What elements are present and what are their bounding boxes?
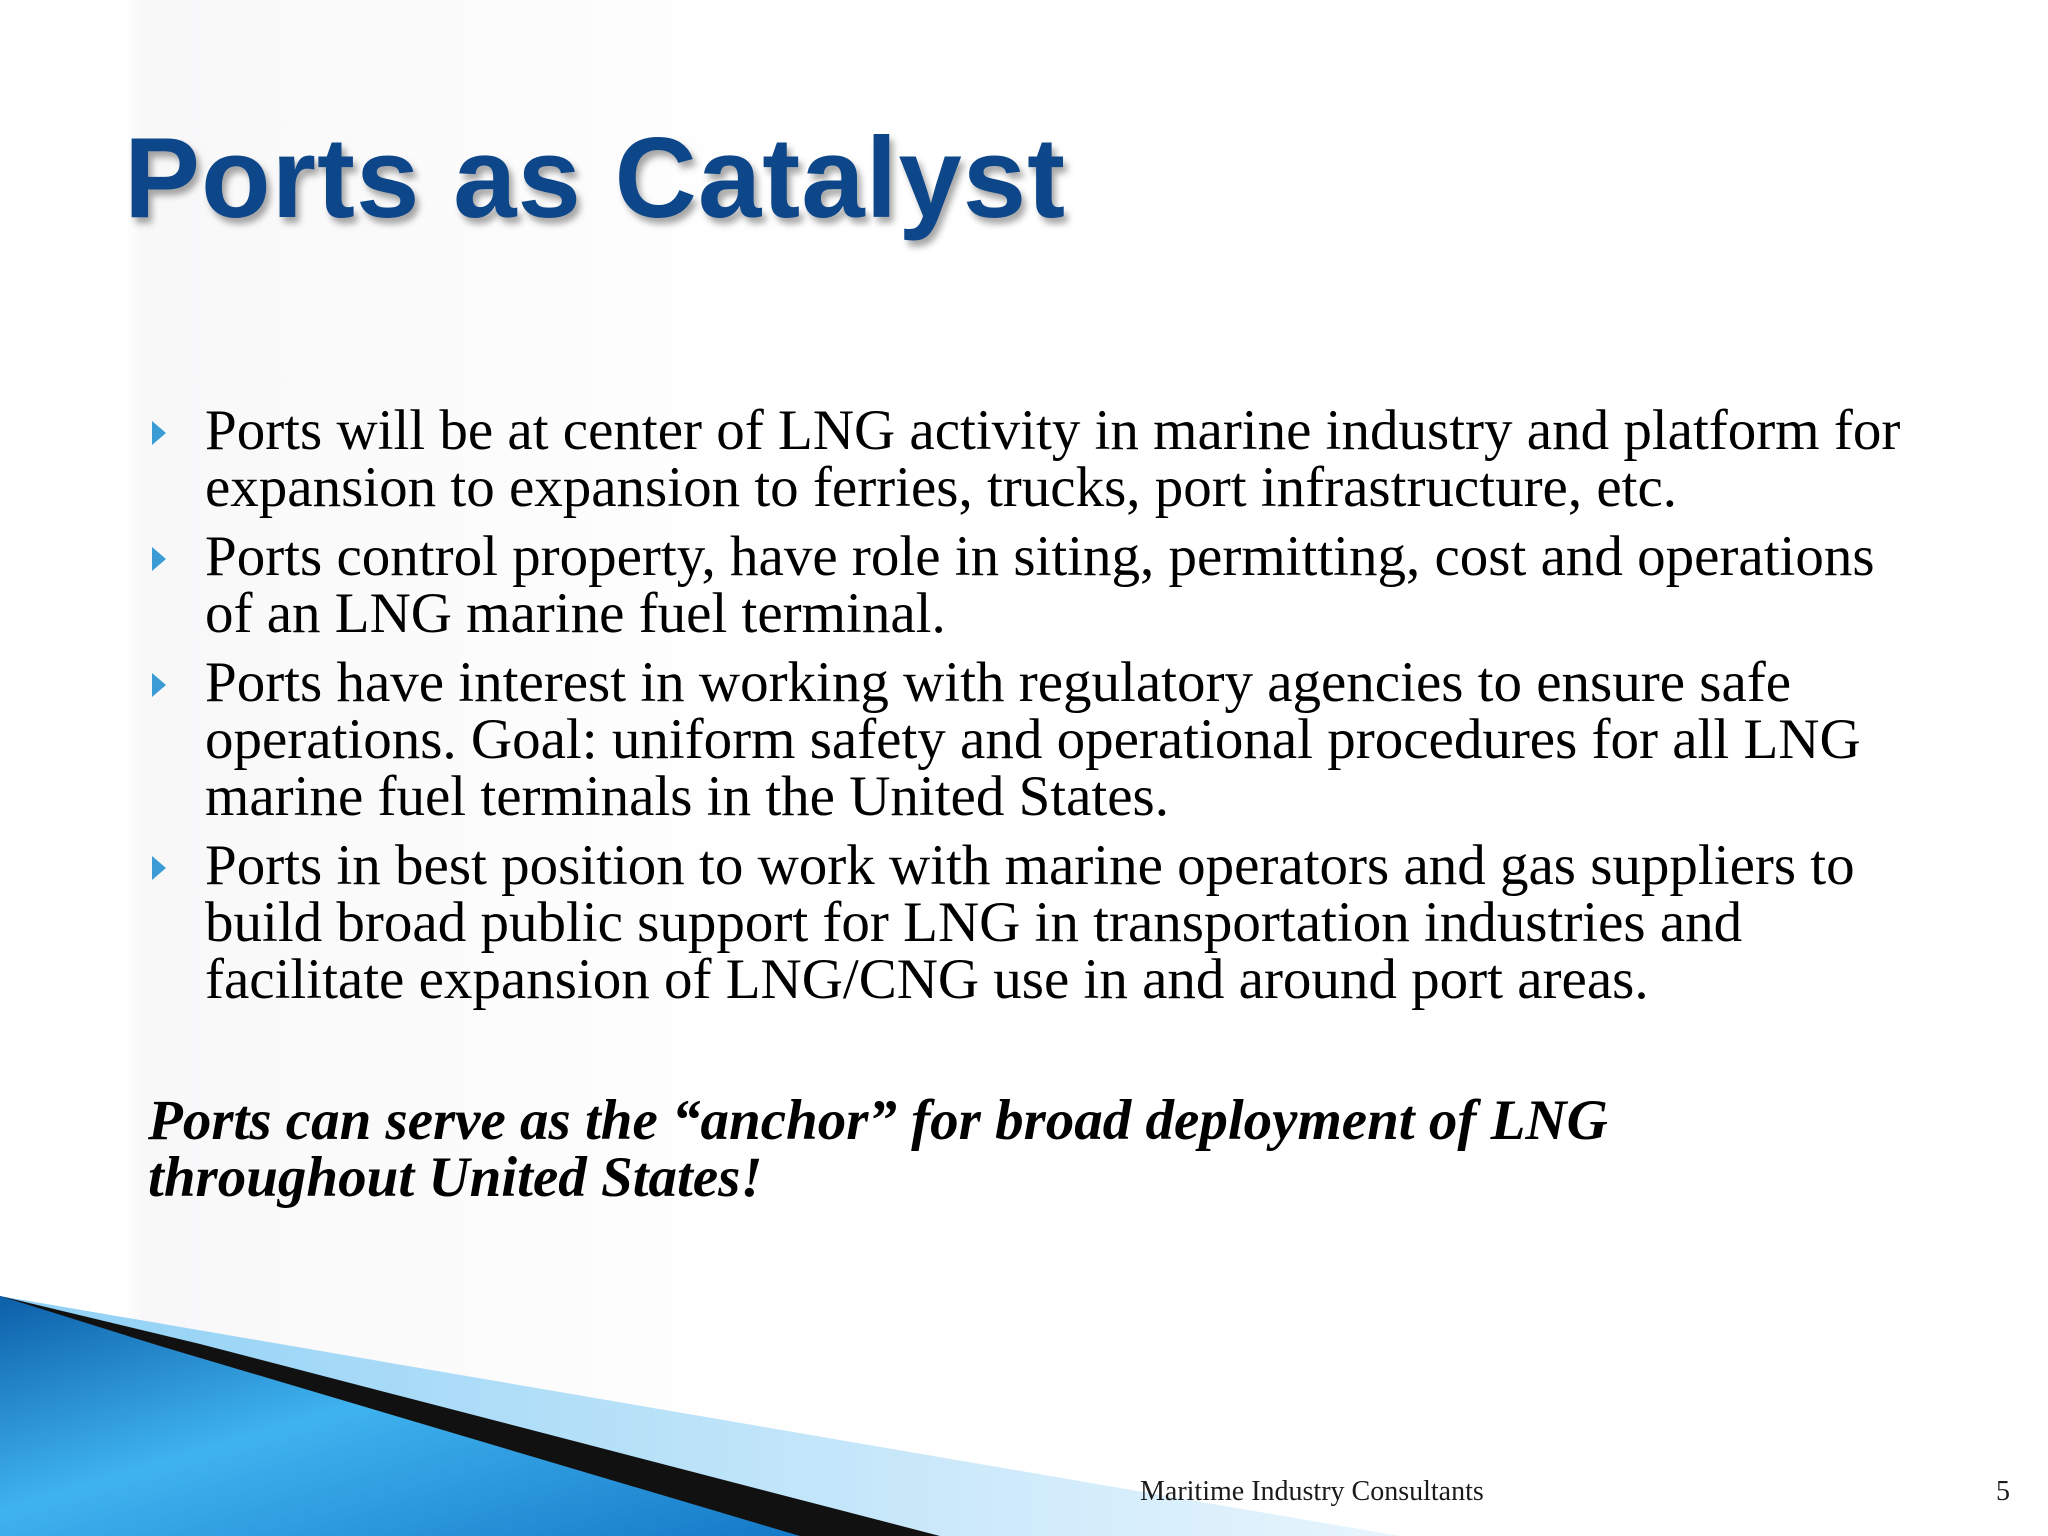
bullet-item — [148, 651, 1928, 828]
bullet-text: Ports will be at center of LNG activity in marine industry and platform for expansion to expansion to ferries, trucks, port infrastructure, etc. — [205, 399, 1901, 519]
slide-title: Ports as Catalyst — [124, 115, 1067, 242]
triangle-right-icon — [152, 673, 166, 697]
bullet-text: Ports control property, have role in siting, permitting, cost and operations of an LNG marine fuel terminal. — [205, 525, 1875, 645]
bullet-item — [148, 834, 1928, 1011]
bullet-text: Ports in best position to work with marine operators and gas suppliers to build broad public support for LNG in transportation industries and facilitate expansion of LNG/CNG use in and around port areas. — [205, 834, 1855, 1011]
page-number: 5 — [1996, 1476, 2010, 1507]
triangle-right-icon — [152, 856, 166, 880]
triangle-right-icon — [152, 547, 166, 571]
bullet-item — [148, 399, 1928, 519]
footer-text: Maritime Industry Consultants — [1140, 1476, 1484, 1507]
triangle-right-icon — [152, 421, 166, 445]
bullet-item — [148, 525, 1928, 645]
bullet-list — [148, 399, 1928, 1020]
bullet-text: Ports have interest in working with regulatory agencies to ensure safe operations. Goal: uniform safety and operational procedures for all LNG marine fuel terminals in the United States. — [205, 651, 1861, 828]
closing-statement: Ports can serve as the “anchor” for broad deployment of LNG throughout United States! — [148, 1089, 1608, 1209]
